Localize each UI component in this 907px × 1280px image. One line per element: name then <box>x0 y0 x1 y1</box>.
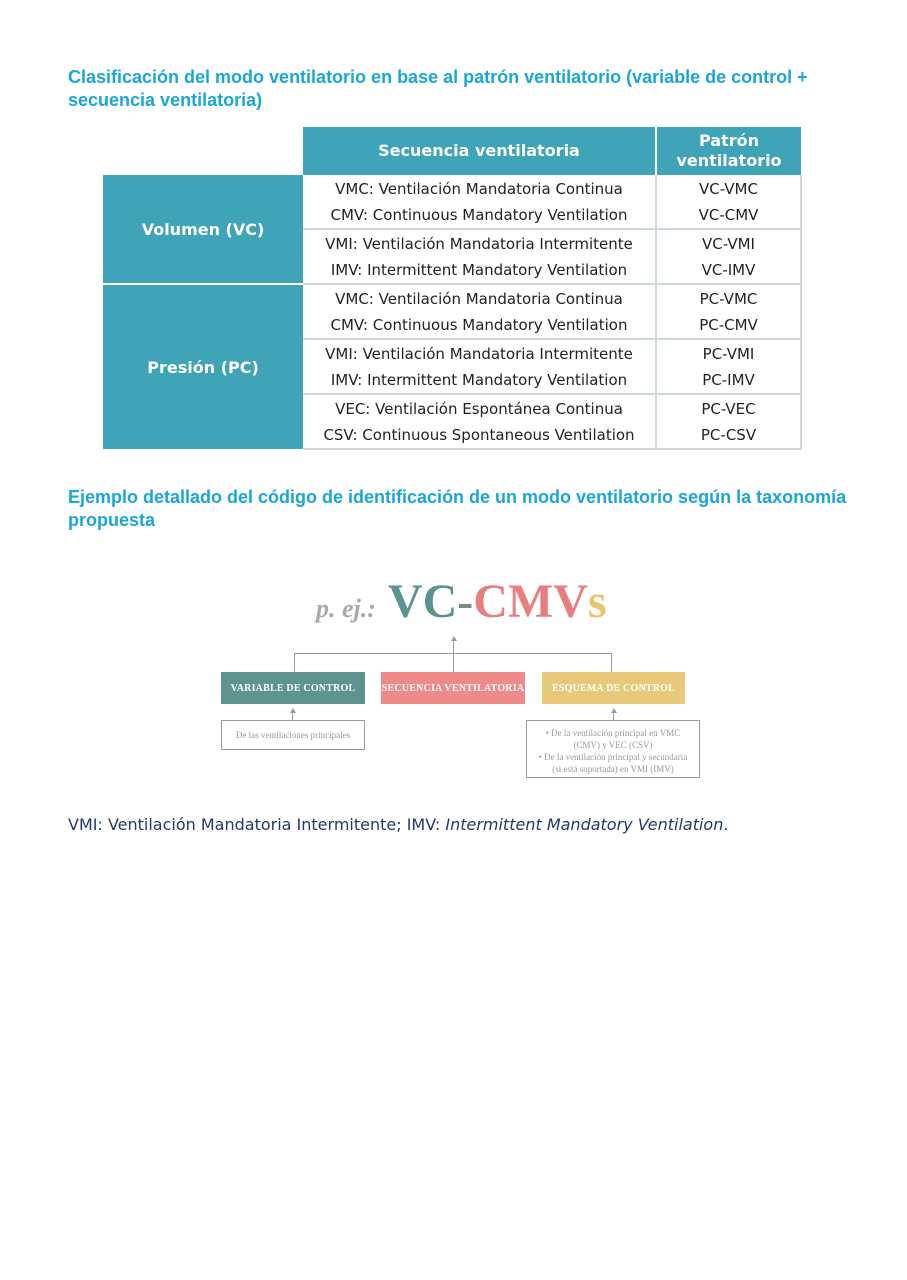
connector-line <box>294 653 295 672</box>
table-row <box>103 175 801 229</box>
pattern-cell <box>656 394 801 449</box>
note-line: • De la ventilación principal en VMC <box>545 728 681 738</box>
table-row <box>103 284 801 339</box>
sequence-es: VMI: Ventilación Mandatoria Intermitente <box>325 235 633 253</box>
sequence-es: VMC: Ventilación Mandatoria Continua <box>335 180 623 198</box>
note-line: • De la ventilación principal y secundaria <box>538 752 688 762</box>
connector-line <box>611 653 612 672</box>
sequence-en: IMV: Intermittent Mandatory Ventilation <box>330 371 628 389</box>
sequence-cell <box>303 229 656 284</box>
pattern-en: VC-IMV <box>701 261 756 279</box>
group-label-volume: Volumen (VC) <box>103 175 303 284</box>
pattern-cell <box>656 339 801 394</box>
group-label-pressure: Presión (PC) <box>103 284 303 449</box>
header-sequence: Secuencia ventilatoria <box>303 127 656 175</box>
table-header-row <box>103 127 801 175</box>
control-scheme-box: ESQUEMA DE CONTROL <box>542 672 685 704</box>
mode-code-example <box>316 574 607 629</box>
pattern-en: PC-IMV <box>702 371 755 389</box>
sequence-es: VMI: Ventilación Mandatoria Intermitente <box>325 345 633 363</box>
control-variable-box: VARIABLE DE CONTROL <box>221 672 365 704</box>
sequence-en: IMV: Intermittent Mandatory Ventilation <box>330 261 628 279</box>
footnote-text: VMI: Ventilación Mandatoria Intermitente; IMV: <box>68 815 446 834</box>
code-control-variable: VC <box>387 575 458 628</box>
code-sequence: CMV <box>473 575 588 628</box>
pattern-cell <box>656 175 801 229</box>
arrow-up-icon <box>611 708 617 713</box>
example-prefix: p. ej.: <box>316 594 376 623</box>
pattern-en: PC-CMV <box>699 316 758 334</box>
connector-line <box>453 653 454 672</box>
sequence-cell <box>303 175 656 229</box>
pattern-es: PC-VEC <box>701 400 756 418</box>
section-title-classification: Clasificación del modo ventilatorio en base al patrón ventilatorio (variable de control + secuencia ventilatoria) <box>68 67 808 110</box>
connector-line <box>613 712 614 720</box>
arrow-up-icon <box>451 636 457 641</box>
footnote <box>68 815 728 834</box>
sequence-es: VMC: Ventilación Mandatoria Continua <box>335 290 623 308</box>
empty-header-cell <box>103 127 303 175</box>
sequence-cell <box>303 339 656 394</box>
connector-line <box>292 712 293 720</box>
connector-line <box>453 640 454 654</box>
sequence-es: VEC: Ventilación Espontánea Continua <box>335 400 623 418</box>
classification-table <box>103 127 802 450</box>
footnote-italic: Intermittent Mandatory Ventilation <box>445 815 724 834</box>
pattern-es: VC-VMC <box>699 180 758 198</box>
pattern-es: VC-VMI <box>702 235 755 253</box>
control-variable-note: De las ventilaciones principales <box>221 720 365 750</box>
pattern-es: PC-VMI <box>702 345 755 363</box>
footnote-end: . <box>723 815 729 834</box>
sequence-en: CMV: Continuous Mandatory Ventilation <box>330 206 628 224</box>
control-scheme-note <box>526 720 700 778</box>
section-title-example: Ejemplo detallado del código de identificación de un modo ventilatorio según la taxonomía propuesta <box>68 487 847 530</box>
code-scheme: s <box>587 575 607 628</box>
sequence-en: CSV: Continuous Spontaneous Ventilation <box>323 426 635 444</box>
pattern-cell <box>656 229 801 284</box>
arrow-up-icon <box>290 708 296 713</box>
pattern-en: PC-CSV <box>700 426 757 444</box>
sequence-cell <box>303 284 656 339</box>
sequence-en: CMV: Continuous Mandatory Ventilation <box>330 316 628 334</box>
code-dash: - <box>457 575 474 628</box>
pattern-es: PC-VMC <box>699 290 758 308</box>
sequence-cell <box>303 394 656 449</box>
note-line: (si está soportada) en VMI (IMV) <box>552 764 674 774</box>
header-pattern: Patrón ventilatorio <box>656 127 801 175</box>
sequence-box: SECUENCIA VENTILATORIA <box>381 672 525 704</box>
note-line: (CMV) y VEC (CSV) <box>573 740 653 750</box>
pattern-cell <box>656 284 801 339</box>
pattern-en: VC-CMV <box>698 206 759 224</box>
